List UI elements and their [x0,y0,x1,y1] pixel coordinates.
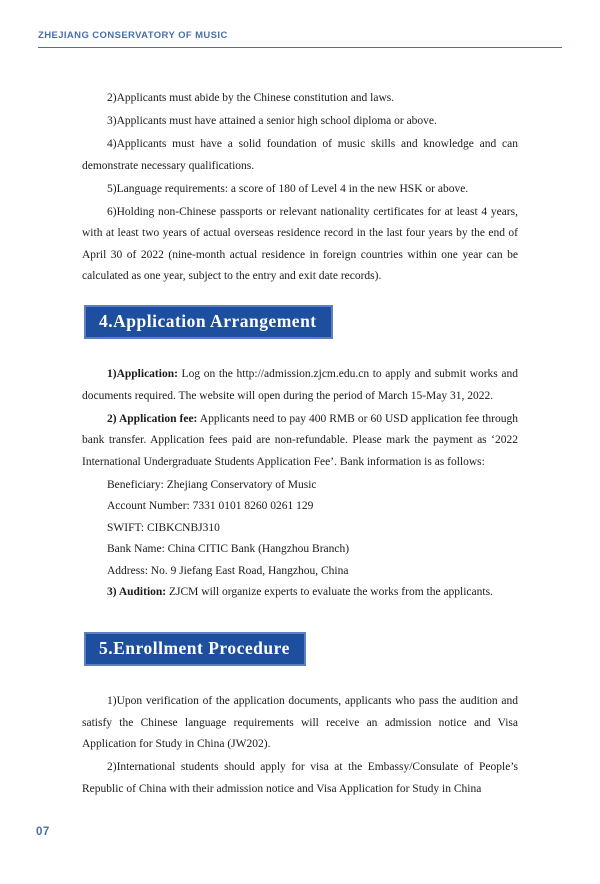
header-rule [38,47,562,48]
paragraph-audition-lead: 3) Audition: [107,586,167,598]
paragraph-application-rest: Log on the http://admission.zjcm.edu.cn to apply and submit works and documents required. The website will open during the period of March 15-May 31, 2022. [82,368,518,402]
paragraph-requirement-4: 4)Applicants must have a solid foundation of music skills and knowledge and can demonstrate necessary qualifications. [82,138,518,172]
paragraph-requirement-2: 2)Applicants must abide by the Chinese constitution and laws. [107,92,395,104]
document-body [82,88,518,802]
section-5-title: 5.Enrollment Procedure [99,638,290,658]
paragraph-enrollment-2: 2)International students should apply for visa at the Embassy/Consulate of People’s Republic of China with their admission notice and Visa Application for Study in China [82,761,518,795]
paragraph-application [82,364,518,407]
paragraph-application-fee-lead: 2) Application fee: [107,412,198,425]
paragraph-audition-rest: ZJCM will organize experts to evaluate the works from the applicants. [166,586,493,598]
paragraph-enrollment-1: 1)Upon verification of the application documents, applicants who pass the audition and satisfy the Chinese language requirements will receive an admission notice and Visa Application for Study in China (JW202). [82,695,518,750]
paragraph-requirement-5: 5)Language requirements: a score of 180 of Level 4 in the new HSK or above. [107,182,469,195]
paragraph-requirement-6: 6)Holding non-Chinese passports or relevant nationality certificates for at least 4 years, with at least two years of actual overseas residence record in the last four years by the end of April 30 of 2022 (nine-month actual residence in foreign countries within one year can be calculated as one year, subject to the entry and exit date records). [82,205,518,282]
section-4-title: 4.Application Arrangement [99,311,317,331]
paragraph-audition [82,582,518,604]
page-header [38,30,562,48]
paragraph-application-fee-rest: Applicants need to pay 400 RMB or 60 USD application fee through bank transfer. Application fees paid are non-refundable. Please mark the payment as ‘2022 International Undergraduate Students Application Fee’. Bank information is as follows: [82,412,518,468]
spacer [82,605,518,616]
paragraph-application-lead: 1)Application: [107,368,178,380]
header-brand: ZHEJIANG CONSERVATORY OF MUSIC [38,30,228,41]
bank-info-swift: SWIFT: CIBKCNBJ310 [107,521,220,534]
paragraph-application-fee [82,409,518,474]
bank-info-bank-name: Bank Name: China CITIC Bank (Hangzhou Branch) [107,543,350,555]
bank-info-account-number: Account Number: 7331 0101 8260 0261 129 [107,500,314,512]
section-4-heading-box [84,305,333,339]
page-number: 07 [36,826,50,838]
section-5-heading-box [84,632,306,666]
bank-info-address: Address: No. 9 Jiefang East Road, Hangzhou, China [107,564,349,577]
bank-info-beneficiary: Beneficiary: Zhejiang Conservatory of Music [107,478,317,491]
paragraph-requirement-3: 3)Applicants must have attained a senior high school diploma or above. [107,115,437,127]
